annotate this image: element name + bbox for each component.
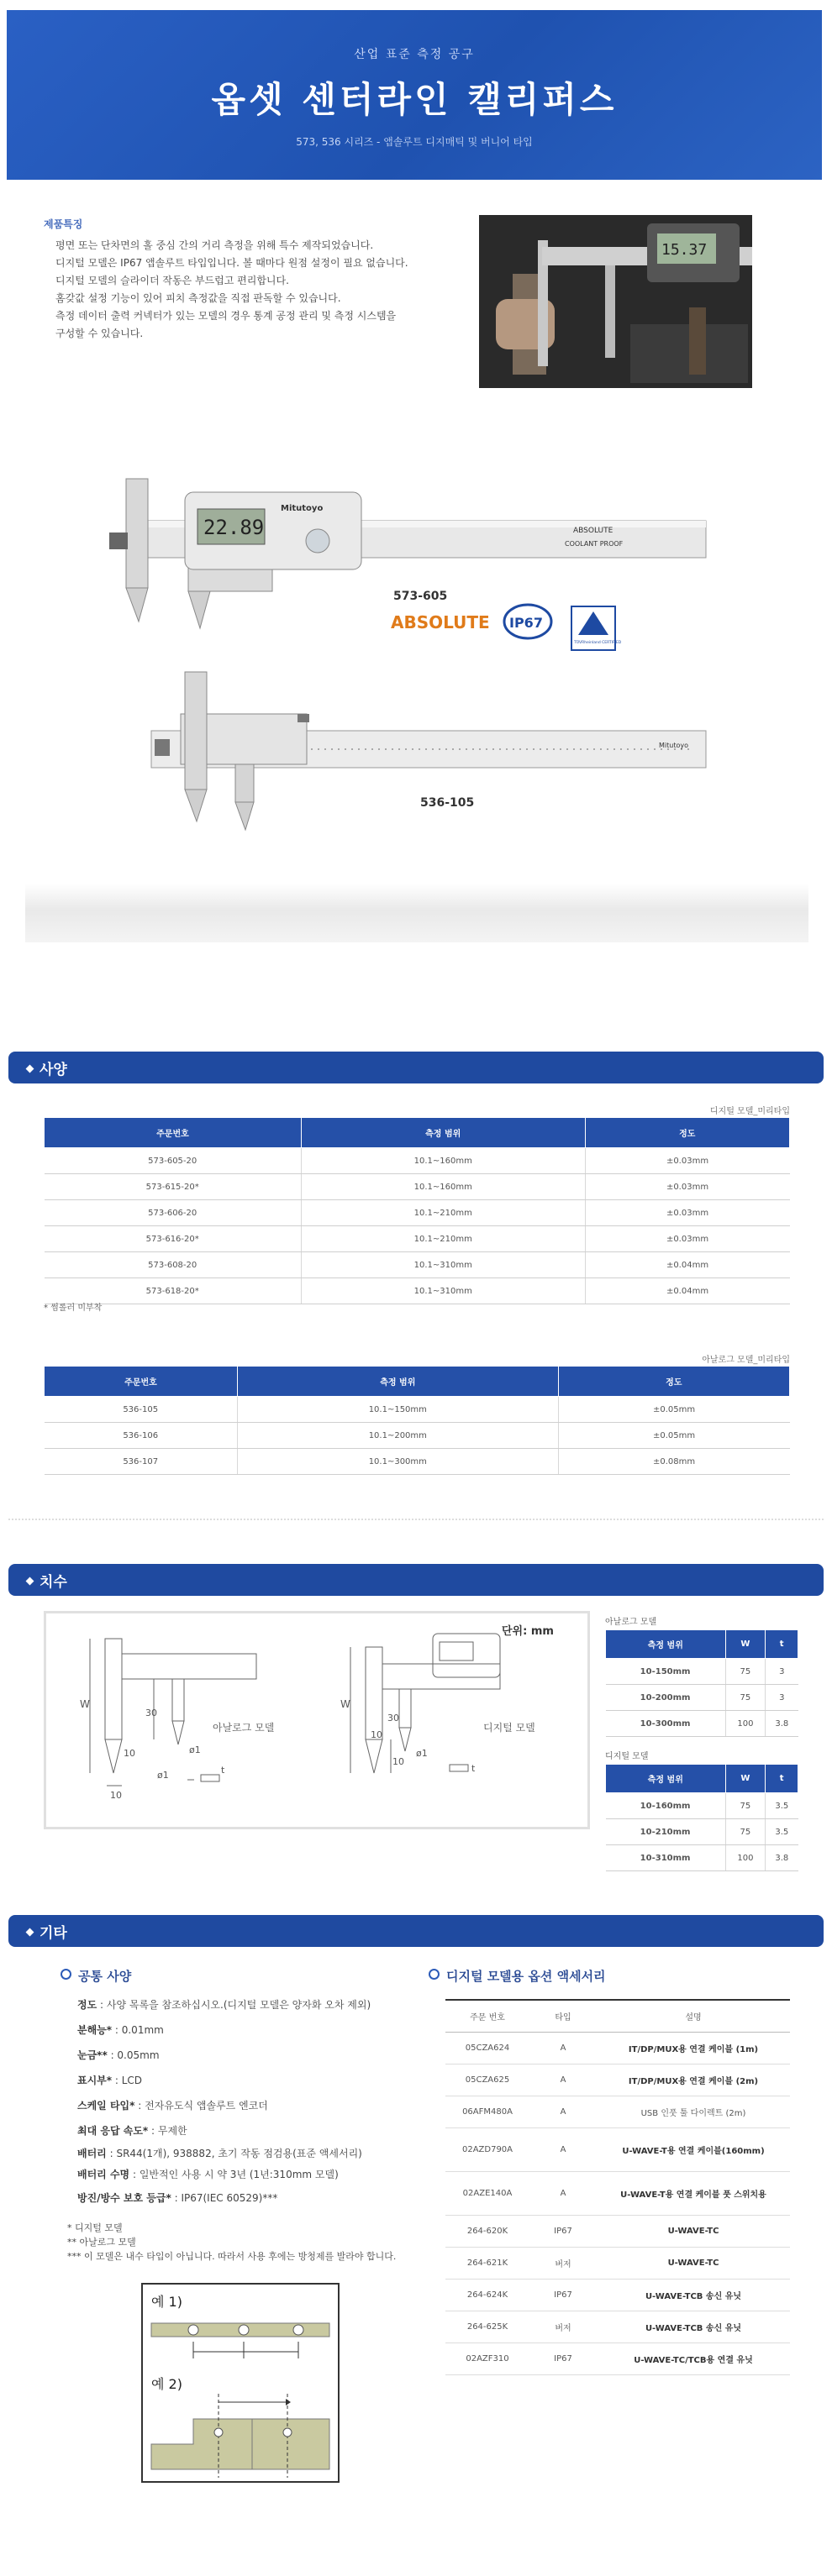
dim-t-label: t <box>471 1763 476 1774</box>
cell: 100 <box>725 1845 766 1871</box>
digital-caliper <box>109 479 706 628</box>
cell: 버저 <box>529 2311 597 2343</box>
cell: U-WAVE-T용 연결 케이블 풋 스위치용 <box>597 2171 790 2215</box>
table-row <box>445 2032 790 2064</box>
table-row <box>445 2343 790 2374</box>
spec-line: 스케일 타입* : 전자유도식 앱솔루트 엔코더 <box>77 2100 268 2112</box>
dim-10-label: 10 <box>124 1748 135 1759</box>
digital-model-label: 디지털 모델 <box>483 1722 535 1734</box>
cell: 3 <box>766 1685 798 1711</box>
cell: 10.1~210mm <box>301 1226 585 1252</box>
col-header: 타입 <box>529 2000 597 2032</box>
spec-line: 방진/방수 보호 등급* : IP67(IEC 60529)*** <box>77 2192 278 2204</box>
brand-label: Mitutoyo <box>281 504 324 513</box>
cell: 573-605-20 <box>45 1148 302 1174</box>
cell: 버저 <box>529 2247 597 2279</box>
cell: A <box>529 2171 597 2215</box>
cell: 06AFM480A <box>445 2096 529 2127</box>
col-header: 측정 범위 <box>237 1367 558 1397</box>
cell: 10.1~300mm <box>237 1449 558 1475</box>
cell: ±0.03mm <box>585 1200 789 1226</box>
cell: 10-310mm <box>606 1845 726 1871</box>
spec-line: 배터리 : SR44(1개), 938882, 초기 작동 점검용(표준 액세서리) <box>77 2148 362 2159</box>
table-row <box>45 1200 790 1226</box>
common-spec-list <box>77 1992 413 2211</box>
table-row <box>606 1793 798 1819</box>
cell: 10.1~200mm <box>237 1423 558 1449</box>
table-row <box>45 1397 790 1423</box>
analog-table-caption: 아날로그 모델_미리타입 <box>702 1356 790 1365</box>
cell: U-WAVE-TCB 송신 유닛 <box>597 2311 790 2343</box>
table-row <box>45 1148 790 1174</box>
analog-dim-table-title: 아날로그 모델 <box>605 1618 657 1627</box>
feature-item: 디지털 모델은 IP67 앱솔루트 타입입니다. 볼 때마다 원점 설정이 필요 없습니다. <box>55 257 408 269</box>
cell: 10.1~160mm <box>301 1148 585 1174</box>
analog-model-number: 536-105 <box>420 796 475 810</box>
banner-category: 산업 표준 측정 공구 <box>354 48 475 61</box>
cell: ±0.04mm <box>585 1278 789 1304</box>
col-header: 주문번호 <box>45 1118 302 1148</box>
cell: 573-608-20 <box>45 1252 302 1278</box>
photo-lcd-readout: 15.37 <box>661 241 708 259</box>
table-row <box>606 1659 798 1685</box>
cell: 100 <box>725 1711 766 1737</box>
dim-t-label: t <box>221 1765 225 1776</box>
table-row <box>45 1174 790 1200</box>
cell: 10.1~150mm <box>237 1397 558 1423</box>
dim-phi1-label: ø1 <box>189 1744 201 1755</box>
dimension-drawing-panel <box>44 1611 590 1829</box>
cell: 10.1~160mm <box>301 1174 585 1200</box>
cell: ±0.05mm <box>558 1397 789 1423</box>
table-row <box>445 2171 790 2215</box>
table-row <box>45 1252 790 1278</box>
col-header: 주문 번호 <box>445 2000 529 2032</box>
cell: 264-620K <box>445 2215 529 2247</box>
table-row <box>445 2279 790 2311</box>
cell: 10-210mm <box>606 1819 726 1845</box>
cell: 264-624K <box>445 2279 529 2311</box>
cell: 536-105 <box>45 1397 238 1423</box>
col-header: 측정 범위 <box>301 1118 585 1148</box>
digital-dim-table-title: 디지털 모델 <box>605 1752 649 1761</box>
digital-dim-table <box>605 1764 798 1871</box>
dimension-drawing <box>46 1613 587 1827</box>
accessories-table-body <box>445 2032 790 2374</box>
section-header-spec <box>8 1052 824 1083</box>
dim-w-label: W <box>340 1698 350 1710</box>
accessories-table <box>445 1999 790 2375</box>
cell: 02AZE140A <box>445 2171 529 2215</box>
ip67-badge <box>504 605 551 638</box>
col-header: 설명 <box>597 2000 790 2032</box>
cell: 3.5 <box>766 1793 798 1819</box>
table-row <box>45 1449 790 1475</box>
cell: 75 <box>725 1819 766 1845</box>
table-row <box>606 1685 798 1711</box>
example-1-diagram <box>143 2315 338 2365</box>
table-row <box>445 2215 790 2247</box>
absolute-logo: ABSOLUTE <box>391 612 490 632</box>
cell: A <box>529 2127 597 2171</box>
product-in-use-photo <box>479 215 752 388</box>
col-header: t <box>766 1630 798 1659</box>
table-row <box>445 2127 790 2171</box>
analog-model-label: 아날로그 모델 <box>213 1722 275 1734</box>
feature-item: 측정 데이터 출력 커넥터가 있는 모델의 경우 통계 공정 관리 및 측정 시스템을 구성할 수 있습니다. <box>55 310 397 339</box>
cell: 573-616-20* <box>45 1226 302 1252</box>
svg-text:TÜVRheinland CERTIFIED: TÜVRheinland CERTIFIED <box>574 641 622 645</box>
feature-item: 평면 또는 단차면의 홀 중심 간의 거리 측정을 위해 특수 제작되었습니다. <box>55 239 374 251</box>
section-header-other <box>8 1915 824 1947</box>
cell: ±0.03mm <box>585 1226 789 1252</box>
banner-subtitle: 573, 536 시리즈 - 앱솔루트 디지매틱 및 버니어 타입 <box>296 136 533 148</box>
digital-model-number: 573-605 <box>393 590 448 603</box>
cell: ±0.04mm <box>585 1252 789 1278</box>
cell: ±0.03mm <box>585 1174 789 1200</box>
table-row <box>445 2311 790 2343</box>
coolant-label: COOLANT PROOF <box>565 540 624 548</box>
cell: ±0.03mm <box>585 1148 789 1174</box>
dim-30-label: 30 <box>387 1713 399 1723</box>
digital-table-caption: 디지털 모델_미리타입 <box>709 1107 790 1116</box>
cell: 02AZD790A <box>445 2127 529 2171</box>
dim-10-label: 10 <box>371 1729 382 1740</box>
cell: 573-615-20* <box>45 1174 302 1200</box>
cell: 264-625K <box>445 2311 529 2343</box>
divider-band <box>25 884 808 942</box>
cell: IP67 <box>529 2279 597 2311</box>
cell: IT/DP/MUX용 연결 케이블 (2m) <box>597 2064 790 2096</box>
table-row <box>606 1819 798 1845</box>
cell: 264-621K <box>445 2247 529 2279</box>
table-row <box>445 2096 790 2127</box>
cell: 75 <box>725 1793 766 1819</box>
cell: U-WAVE-TCB 송신 유닛 <box>597 2279 790 2311</box>
table-footnote: * 썸롤러 미부착 <box>44 1304 103 1313</box>
table-row <box>45 1226 790 1252</box>
note-line: * 디지털 모델 <box>67 2222 123 2233</box>
table-row <box>606 1711 798 1737</box>
cell: 05CZA624 <box>445 2032 529 2064</box>
table-row <box>445 2247 790 2279</box>
cell: IT/DP/MUX용 연결 케이블 (1m) <box>597 2032 790 2064</box>
spec-line: 분해능* : 0.01mm <box>77 2024 164 2036</box>
dim-10-label: 10 <box>392 1756 404 1767</box>
cell: 536-107 <box>45 1449 238 1475</box>
accessories-table-wrap <box>445 1999 790 2375</box>
example-1-label: 예 1) <box>151 2294 182 2310</box>
features-list <box>55 237 408 343</box>
cell: 3.8 <box>766 1711 798 1737</box>
cell: U-WAVE-TC <box>597 2247 790 2279</box>
col-header: 주문번호 <box>45 1367 238 1397</box>
unit-label: 단위: mm <box>502 1625 554 1638</box>
cell: ±0.05mm <box>558 1423 789 1449</box>
digital-lcd-readout: 22.89 <box>203 516 265 539</box>
cell: 3 <box>766 1659 798 1685</box>
cell: 536-106 <box>45 1423 238 1449</box>
spec-line: 정도 : 사양 목록을 참조하십시오.(디지털 모델은 양자화 오차 제외) <box>77 1999 371 2011</box>
cell: 75 <box>725 1685 766 1711</box>
spec-line: 최대 응답 속도* : 무제한 <box>77 2125 187 2137</box>
spec-line: 표시부* : LCD <box>77 2075 143 2086</box>
dotted-divider <box>8 1519 824 1520</box>
section-header-dims <box>8 1564 824 1596</box>
photo-illustration <box>479 215 752 388</box>
table-row <box>445 2064 790 2096</box>
col-header: 측정 범위 <box>606 1765 726 1793</box>
abs-scale-label: ABSOLUTE <box>573 527 613 535</box>
hero-banner <box>7 10 822 180</box>
accessories-title: 디지털 모델용 옵션 액세서리 <box>429 1967 606 1985</box>
cell: 10.1~310mm <box>301 1278 585 1304</box>
svg-text:IP67: IP67 <box>509 615 543 631</box>
cell: USB 인풋 툴 다이렉트 (2m) <box>597 2096 790 2127</box>
common-notes <box>67 2221 420 2264</box>
products-illustration <box>101 462 773 857</box>
col-header: W <box>725 1765 766 1793</box>
cell: 573-606-20 <box>45 1200 302 1226</box>
dim-phi1-label: ø1 <box>157 1770 169 1781</box>
cell: 10.1~210mm <box>301 1200 585 1226</box>
cell: A <box>529 2064 597 2096</box>
section-title: 사양 <box>27 1057 67 1078</box>
example-2-label: 예 2) <box>151 2376 182 2392</box>
cell: U-WAVE-T용 연결 케이블(160mm) <box>597 2127 790 2171</box>
feature-item: 디지털 모델의 슬라이더 작동은 부드럽고 편리합니다. <box>55 275 289 286</box>
cell: 10-150mm <box>606 1659 726 1685</box>
col-header: 정도 <box>558 1367 789 1397</box>
col-header: 측정 범위 <box>606 1630 726 1659</box>
spec-line: 눈금** : 0.05mm <box>77 2049 160 2061</box>
digital-spec-table <box>44 1117 790 1304</box>
note-line: *** 이 모델은 내수 타입이 아닙니다. 따라서 사용 후에는 방청제를 발라야 합니다. <box>67 2251 397 2262</box>
analog-spec-table <box>44 1366 790 1475</box>
analog-brand-label: Mitutoyo <box>659 742 688 749</box>
dim-phi1-label: ø1 <box>416 1748 428 1759</box>
col-header: t <box>766 1765 798 1793</box>
table-row <box>606 1845 798 1871</box>
cell: 10-200mm <box>606 1685 726 1711</box>
common-spec-title: 공통 사양 <box>61 1967 131 1985</box>
cell: 573-618-20* <box>45 1278 302 1304</box>
cell: ±0.08mm <box>558 1449 789 1475</box>
example-2-diagram <box>143 2394 338 2481</box>
dim-10-label: 10 <box>110 1790 122 1801</box>
cell: 10-300mm <box>606 1711 726 1737</box>
table-row <box>45 1423 790 1449</box>
cell: U-WAVE-TC <box>597 2215 790 2247</box>
dim-30-label: 30 <box>145 1708 157 1718</box>
section-title: 치수 <box>27 1570 67 1591</box>
features-heading: 제품특징 <box>44 218 83 230</box>
cell: 10.1~310mm <box>301 1252 585 1278</box>
cell: U-WAVE-TC/TCB용 연결 유닛 <box>597 2343 790 2374</box>
page-title: 옵셋 센터라인 캘리퍼스 <box>211 79 618 120</box>
cell: 10-160mm <box>606 1793 726 1819</box>
spec-line: 배터리 수명 : 일반적인 사용 시 약 3년 (1년:310mm 모델) <box>77 2169 339 2180</box>
col-header: 정도 <box>585 1118 789 1148</box>
cell: 02AZF310 <box>445 2343 529 2374</box>
cell: 3.8 <box>766 1845 798 1871</box>
feature-item: 홈갖값 설정 기능이 있어 피치 측정값을 직접 판독할 수 있습니다. <box>55 292 341 304</box>
analog-dim-table <box>605 1629 798 1737</box>
col-header: W <box>725 1630 766 1659</box>
cell: A <box>529 2096 597 2127</box>
cell: IP67 <box>529 2215 597 2247</box>
cell: A <box>529 2032 597 2064</box>
tuv-certified-logo <box>571 606 622 650</box>
note-line: ** 아날로그 모델 <box>67 2237 136 2248</box>
table-row <box>45 1278 790 1304</box>
cell: 3.5 <box>766 1819 798 1845</box>
cell: 05CZA625 <box>445 2064 529 2096</box>
section-title: 기타 <box>27 1921 67 1942</box>
dim-w-label: W <box>80 1698 90 1710</box>
measurement-examples <box>141 2283 340 2483</box>
cell: IP67 <box>529 2343 597 2374</box>
cell: 75 <box>725 1659 766 1685</box>
